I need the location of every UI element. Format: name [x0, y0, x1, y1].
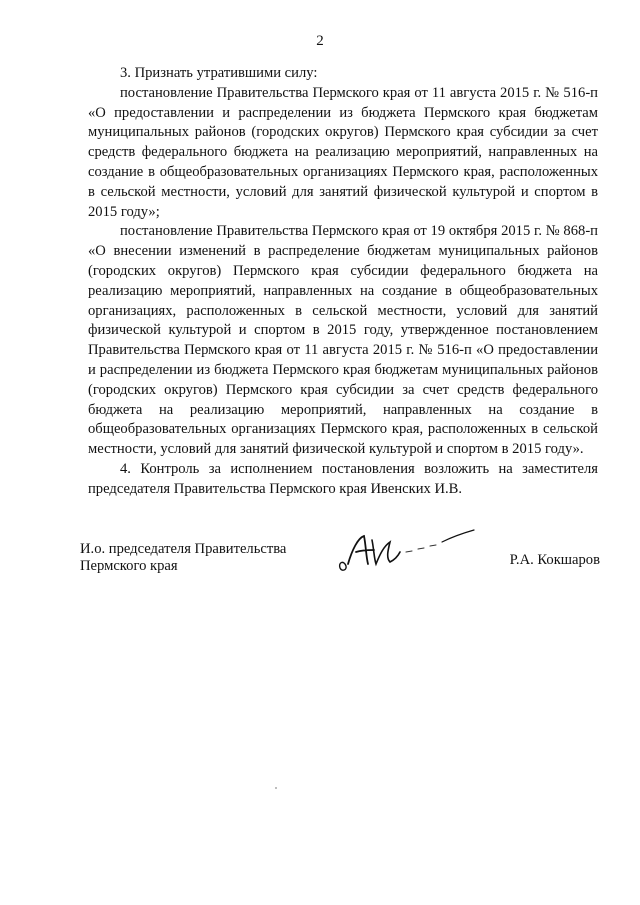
scan-speck [275, 787, 277, 789]
document-body [88, 64, 598, 500]
handwritten-signature [328, 520, 478, 580]
signatory-title [80, 541, 286, 574]
signatory-title-line2: Пермского края [80, 557, 178, 574]
paragraph-3-heading: 3. Признать утратившими силу: [120, 65, 318, 81]
page-number: 2 [316, 33, 324, 49]
paragraph-repealed-868: постановление Правительства Пермского края от 19 октября 2015 г. № 868-п «О внесении изменений в распределение бюджетам муниципальных районов (городских округов) Пермского края субсидии федерального бюджета на реализацию мероприятий, направленных на создание в общеобразовательных организациях, расположенных в сельской местности, условий для занятий физической культурой и спортом в 2015 году, утвержденное постановлением Правительства Пермского края от 11 августа 2015 г. № 516-п «О предоставлении и распределении из бюджета Пермского края бюджетам муниципальных районов (городских округов) Пермского края субсидии за счет средств федерального бюджета на реализацию мероприятий, направленных на создание в общеобразовательных организациях Пермского края, расположенных в сельской местности, условий для занятий физической культурой и спортом в 2015 году». [88, 223, 598, 458]
paragraph-4-control: 4. Контроль за исполнением постановления возложить на заместителя председателя Правительства Пермского края Ивенских И.В. [88, 460, 598, 497]
signatory-name: Р.А. Кокшаров [509, 552, 600, 568]
signatory-title-line1: И.о. председателя Правительства [80, 541, 287, 557]
paragraph-repealed-516: постановление Правительства Пермского края от 11 августа 2015 г. № 516-п «О предоставлении и распределении из бюджета Пермского края бюджетам муниципальных районов (городских округов) Пермского края субсидии за счет средств федерального бюджета на реализацию мероприятий, направленных на создание в общеобразовательных организациях Пермского края, расположенных в сельской местности, условий для занятий физической культурой и спортом в 2015 году»; [88, 84, 598, 220]
